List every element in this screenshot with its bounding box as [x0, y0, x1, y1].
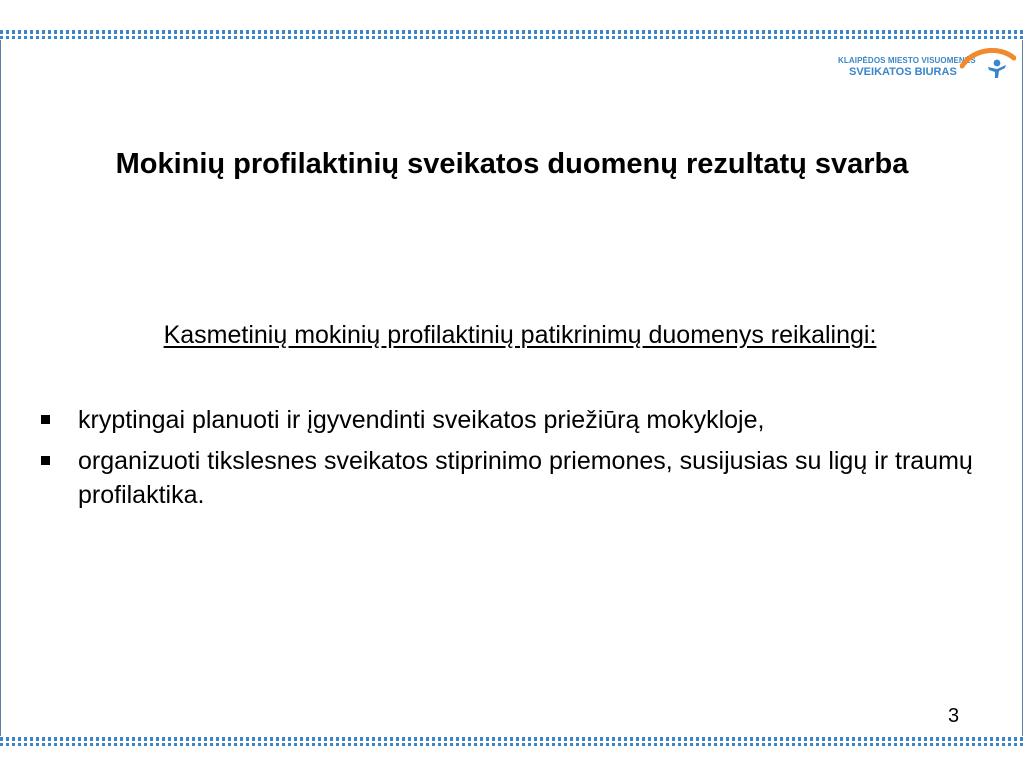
- bottom-dotted-rule-secondary: [0, 743, 1024, 746]
- page-number: 3: [948, 705, 960, 727]
- bullet-text: kryptingai planuoti ir įgyvendinti sveikatos priežiūrą mokykloje,: [78, 406, 765, 434]
- square-bullet-icon: [41, 415, 50, 424]
- top-dotted-rule: [0, 30, 1024, 34]
- logo-text-line1: KLAIPĖDOS MIESTO VISUOMENĖS: [838, 56, 976, 65]
- bullet-text: organizuoti tikslesnes sveikatos stiprinimo priemones, susijusias su ligų ir traumų profilaktika.: [78, 447, 973, 509]
- logo-text-line2: SVEIKATOS BIURAS: [849, 66, 957, 78]
- right-frame-line: [1022, 40, 1023, 736]
- bottom-dotted-rule: [0, 737, 1024, 741]
- person-arc-logo-icon: [960, 44, 1016, 80]
- bullet-item-1: [34, 403, 994, 437]
- intro-text: Kasmetinių mokinių profilaktinių patikrinimų duomenys reikalingi:: [163, 321, 877, 349]
- bullet-item-2: [34, 444, 994, 512]
- left-frame-line: [0, 40, 1, 736]
- bullet-list: [34, 403, 994, 519]
- slide-title: Mokinių profilaktinių sveikatos duomenų rezultatų svarba: [115, 148, 909, 180]
- square-bullet-icon: [41, 456, 50, 465]
- top-dotted-rule-secondary: [0, 36, 1024, 39]
- organization-logo: [832, 44, 1017, 84]
